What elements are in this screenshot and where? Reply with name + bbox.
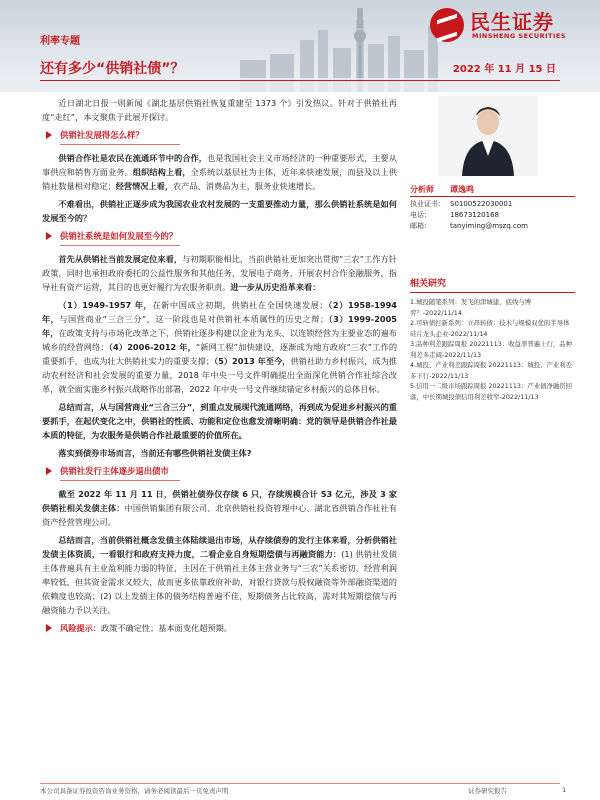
section-heading-3: 供销社发行主体逐步退出债市: [42, 464, 397, 478]
paragraph-1: 供销合作社是农民在流通环节中的合作，也是我国社会主义市场经济的一种重要形式，主要从事供应和销售方面业务。组织结构上看，全系统以基层社为主体，近年来快速发展，而县及以上供销社数量相对稳定；经营情况上看，农产品、消费品为主，服务业快速增长。: [42, 153, 397, 191]
related-divider: [410, 292, 575, 293]
section-underline: [60, 144, 180, 145]
analyst-row: 分析师 谭逸鸣: [410, 185, 474, 194]
analyst-info: [410, 184, 575, 232]
analyst-email[interactable]: 邮箱： tanyiming@mszq.com: [410, 222, 528, 230]
footer-label: 证券研究报告: [468, 787, 507, 795]
analyst-phone: 电话： 18673120168: [410, 211, 499, 219]
paragraph-5: 总结而言，从与国营商业“三合三分”，到重点发展现代流通网络，再到成为促进乡村振兴的重要抓手，在起伏变化之中，供销社的性质、功能和定位也愈发清晰明确：党的领导是供销合作社最本质的特征，为农服务是供销合作社最重要的价值所在。: [42, 402, 397, 440]
analyst-cert: 执业证书： S0100522030001: [410, 200, 513, 208]
logo-text-en: MINSHENG SECURITIES: [472, 32, 566, 40]
paragraph-4: （1）1949-1957 年，在新中国成立初期，供销社在全国快速发展；（2）1958-1994 年，与国营商业“三合三分”，这一阶段也是对供销社本质属性的历史之辩；（3）1999-2005 年，在政策支持与市场化改革之下，供销社逐步构建以企业为龙头、以连锁经营为主要业态的遍布城乡的经营网络；（4）2006-2012 年，“新网工程”加快建设，逐渐成为地方政府“三农”工作的重要抓手，也成为壮大供销社实力的重要支撑；（5）2013 年至今，供销社助力乡村振兴，成为推动农村经济和社会发展的重要力量，2018 年中央一号文件明确提出全面深化供销合作社综合改革，就全面实施乡村振兴战略作出部署，2022 年中央一号文件继续锚定乡村振兴的总体目标。: [42, 300, 398, 394]
paragraph-7: 截至 2022 年 11 月 11 日，供销社债券仅存续 6 只，存续规模合计 53 亿元，涉及 3 家供销社相关发债主体：中国供销集团有限公司、北京供销社投资管理中心、湖北省供销合作社社有资产经营管理公司。: [42, 489, 397, 527]
section-underline: [60, 245, 180, 246]
report-date: 2022 年 11 月 15 日: [452, 64, 556, 75]
paragraph-8: 总结而言，当前供销社概念发债主体陆续退出市场，从存续债券的发行主体来看，分析供销社发债主体资质，一看银行和政府支持力度，二看企业自身短期偿债与再融资能力：(1) 供销社发债主体普遍具有主业盈利能力弱的特征，主因在于供销社主体主营业务与“三农”关系密切，经营利润率较低，但其资金需求又较大，故而更多依靠政府补助，对银行贷款与股权融资等外部融资渠道的依赖度也较高；(2) 以上发债主体的债务结构普遍不佳，短期债务占比较高，需对其短期偿债与再融资能力予以关注。: [42, 535, 397, 615]
related-title: 相关研究: [410, 279, 447, 289]
risk-warning: 风险提示：政策不确定性；基本面变化超预期。: [42, 621, 397, 635]
report-type: 利率专题: [40, 36, 80, 47]
related-item[interactable]: 5.信用一二级市场跟踪周报 20221113：产业债净融资回落，中长期城投债信用利差收窄-2022/11/13: [410, 382, 573, 401]
paragraph-2: 不难看出，供销社正逐步成为我国农业农村发展的一支重要推动力量，那么供销社系统是如何发展至今的？: [42, 199, 397, 223]
header-banner: [0, 0, 600, 92]
section-heading-2: 供销社系统是如何发展至今的？: [42, 229, 397, 243]
analyst-photo: [438, 96, 538, 176]
logo-text-cn: 民生证券: [470, 10, 554, 34]
intro-paragraph: 近日湖北日报一则新闻《湖北基层供销社恢复重建至 1373 个》引发热议。针对于供销社再度“走红”，本文聚焦于此展开探讨。: [42, 98, 397, 122]
footer-disclaimer: 本公司具备证券投资咨询业务资格，请务必阅读最后一页免责声明: [40, 787, 229, 795]
page-title: 还有多少“供销社债”？: [40, 61, 185, 77]
related-item[interactable]: 2.可转债打新系列：立昂转债：技术与规模双优的半导体硅片龙头企业-2022/11/14: [410, 319, 570, 338]
related-research: [410, 276, 575, 402]
section-underline: [60, 480, 180, 481]
logo: [430, 6, 580, 46]
page-number: 1: [562, 786, 567, 794]
main-content: [42, 96, 397, 635]
analyst-divider: [410, 196, 575, 197]
title-divider: [40, 80, 560, 81]
related-item[interactable]: 3.品种利差跟踪周报 20221113：收益率普遍上行，品种利差多走阔-2022/11/13: [410, 340, 573, 359]
related-list: [410, 297, 575, 402]
footer-divider: [40, 783, 560, 784]
related-item[interactable]: 1.城投随笔系列：发飞的津城建，底线与博弈？-2022/11/14: [410, 298, 532, 317]
paragraph-3: 首先从供销社当前发展定位来看，与初期职能相比，当前供销社更加突出贯彻“三农”工作方针政策，同时也承担政府委托的公益性服务和其他任务，发展电子商务，开展农村合作金融服务，指导社有资产运营，其目的也更好履行为农服务职责。进一步从历史沿革来看：: [42, 254, 397, 292]
footer: [0, 786, 600, 800]
related-item[interactable]: 4.城投、产业利差跟踪周报 20221113：城投、产业利差多下行-2022/11/13: [410, 361, 573, 380]
section-heading-1: 供销社发展得怎么样？: [42, 128, 397, 142]
paragraph-6: 落实到债券市场而言，当前还有哪些供销社发债主体?: [58, 448, 252, 458]
logo-icon: [430, 8, 464, 42]
title-row: [30, 58, 570, 78]
